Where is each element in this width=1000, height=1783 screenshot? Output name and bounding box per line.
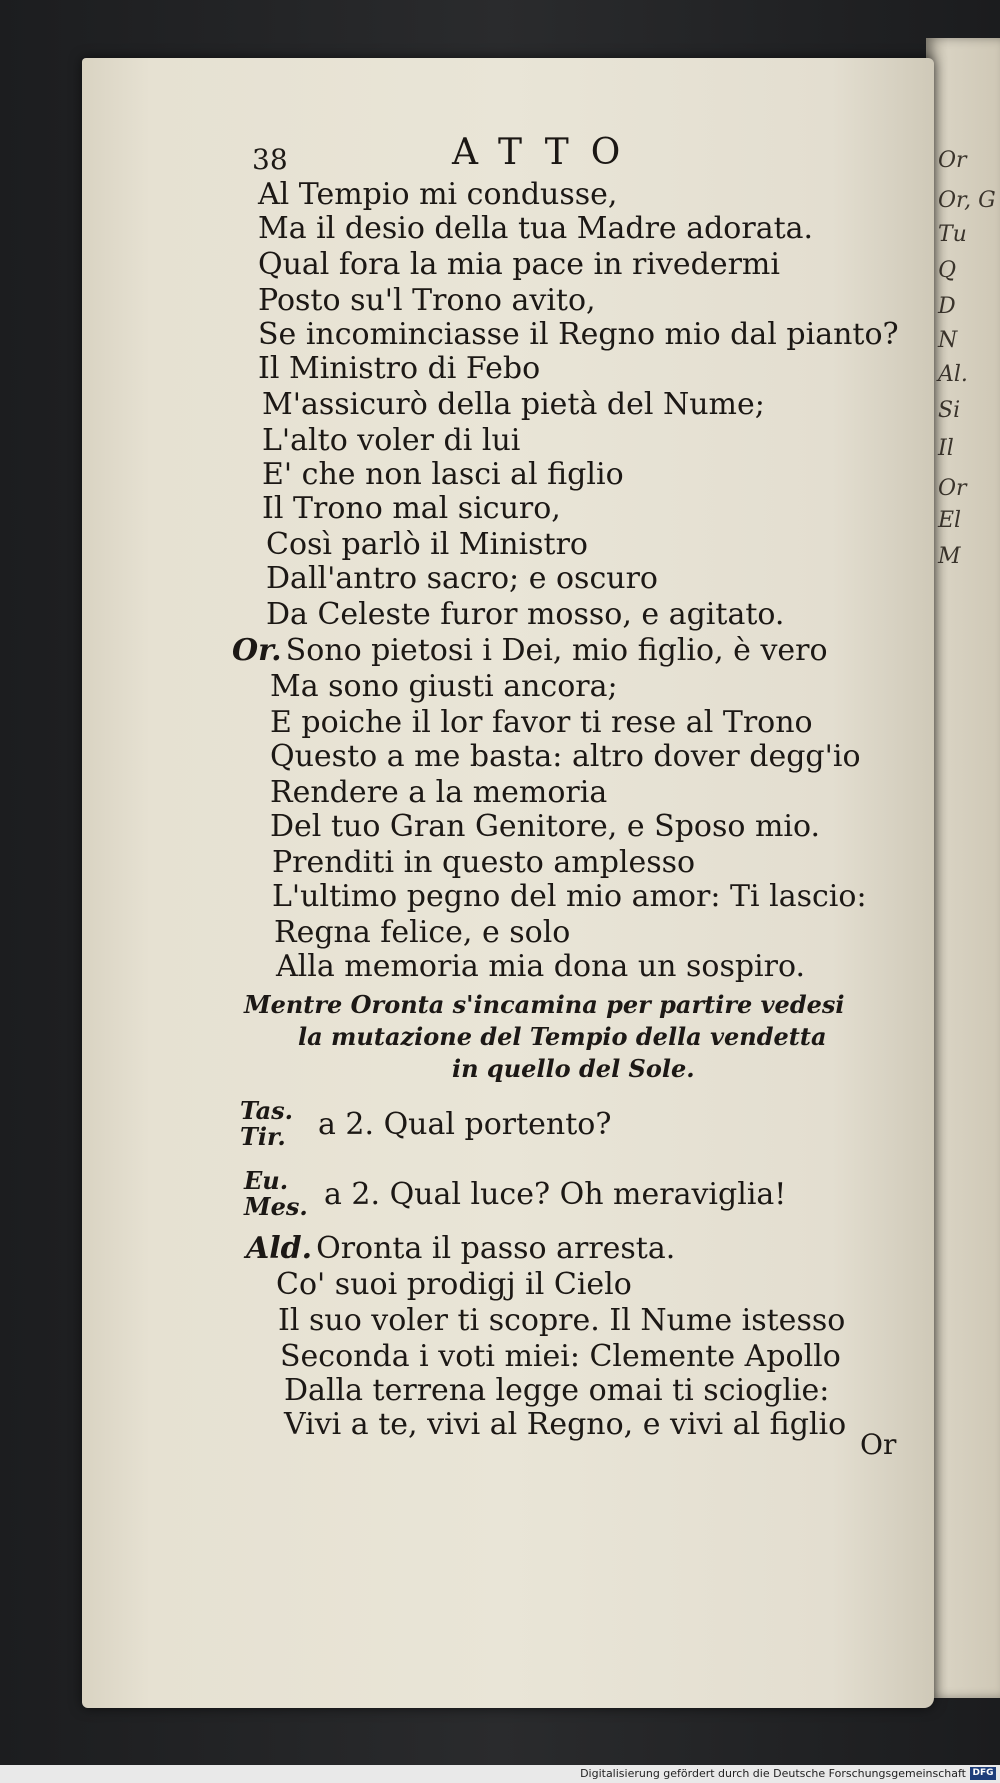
facing-fragment: Tu: [938, 222, 967, 247]
speech-line: E poiche il lor favor ti rese al Trono: [270, 705, 813, 740]
speech-line: Dalla terrena legge omai ti scioglie:: [284, 1373, 830, 1408]
facing-fragment: D: [938, 294, 956, 319]
facing-fragment: M: [938, 544, 961, 569]
facing-page-edge: [926, 38, 1000, 1698]
facing-fragment: Or, G: [938, 188, 996, 213]
verse-line: Ma il desio della tua Madre adorata.: [258, 211, 814, 246]
duet-line: a 2. Qual portento?: [318, 1107, 612, 1142]
facing-fragment: Or: [938, 148, 967, 173]
speech-first-line: [246, 1232, 675, 1266]
speech-line: Rendere a la memoria: [270, 775, 608, 810]
verse-line: Così parlò il Ministro: [266, 527, 588, 562]
facing-fragment: Si: [938, 398, 961, 423]
speaker-label: Mes.: [244, 1192, 308, 1221]
speech-line: L'ultimo pegno del mio amor: Ti lascio:: [272, 879, 867, 914]
speech-line: Del tuo Gran Genitore, e Sposo mio.: [270, 809, 821, 844]
speech-line: Oronta il passo arresta.: [316, 1231, 676, 1266]
speech-line: Vivi a te, vivi al Regno, e vivi al figlio: [284, 1407, 847, 1442]
facing-fragment: N: [938, 328, 958, 353]
catchword: Or: [860, 1428, 897, 1461]
verse-line: Posto su'l Trono avito,: [258, 283, 596, 318]
speaker-label: Ald.: [246, 1231, 313, 1266]
stage-direction-line: Mentre Oronta s'incamina per partire vedesi: [244, 990, 845, 1019]
speaker-label: Tir.: [240, 1122, 286, 1151]
verse-line: Il Trono mal sicuro,: [262, 491, 561, 526]
speaker-label: Tas.: [240, 1096, 293, 1125]
verse-line: Dall'antro sacro; e oscuro: [266, 561, 658, 596]
verse-line: E' che non lasci al figlio: [262, 457, 624, 492]
running-head: ATTO: [452, 132, 643, 173]
speech-line: Alla memoria mia dona un sospiro.: [276, 949, 806, 984]
speech-line: Seconda i voti miei: Clemente Apollo: [280, 1339, 841, 1374]
facing-fragment: Or: [938, 476, 967, 501]
speaker-label: Or.: [232, 633, 282, 668]
verse-line: Da Celeste furor mosso, e agitato.: [266, 597, 785, 632]
dfg-logo: DFG: [970, 1767, 996, 1780]
speech-line: Questo a me basta: altro dover degg'io: [270, 739, 861, 774]
funding-credit: Digitalisierung gefördert durch die Deutsche Forschungsgemeinschaft: [580, 1767, 966, 1780]
facing-fragment: El: [938, 508, 962, 533]
verse-line: Il Ministro di Febo: [258, 351, 541, 386]
speech-line: Sono pietosi i Dei, mio figlio, è vero: [285, 633, 828, 668]
verse-line: Se incominciasse il Regno mio dal pianto?: [258, 317, 899, 352]
speech-line: Prenditi in questo amplesso: [272, 845, 696, 880]
speaker-pair: [240, 1098, 293, 1150]
verse-line: M'assicurò della pietà del Nume;: [262, 387, 765, 422]
speaker-pair: [244, 1168, 308, 1220]
duet-line: a 2. Qual luce? Oh meraviglia!: [324, 1177, 787, 1212]
speech-first-line: [232, 634, 828, 668]
verse-line: Al Tempio mi condusse,: [258, 177, 618, 212]
facing-fragment: Il: [938, 436, 954, 461]
stage-direction-line: la mutazione del Tempio della vendetta: [298, 1022, 827, 1051]
facing-fragment: Q: [938, 258, 957, 283]
verse-line: L'alto voler di lui: [262, 423, 521, 458]
verse-line: Qual fora la mia pace in rivedermi: [258, 247, 780, 282]
speech-line: Ma sono giusti ancora;: [270, 669, 618, 704]
speech-line: Il suo voler ti scopre. Il Nume istesso: [278, 1303, 846, 1338]
stage-direction-line: in quello del Sole.: [452, 1054, 695, 1083]
facing-fragment: Al.: [938, 362, 968, 387]
speech-line: Regna felice, e solo: [274, 915, 571, 950]
speaker-label: Eu.: [244, 1166, 289, 1195]
page-number: 38: [252, 143, 288, 176]
speech-line: Co' suoi prodigj il Cielo: [276, 1267, 632, 1302]
